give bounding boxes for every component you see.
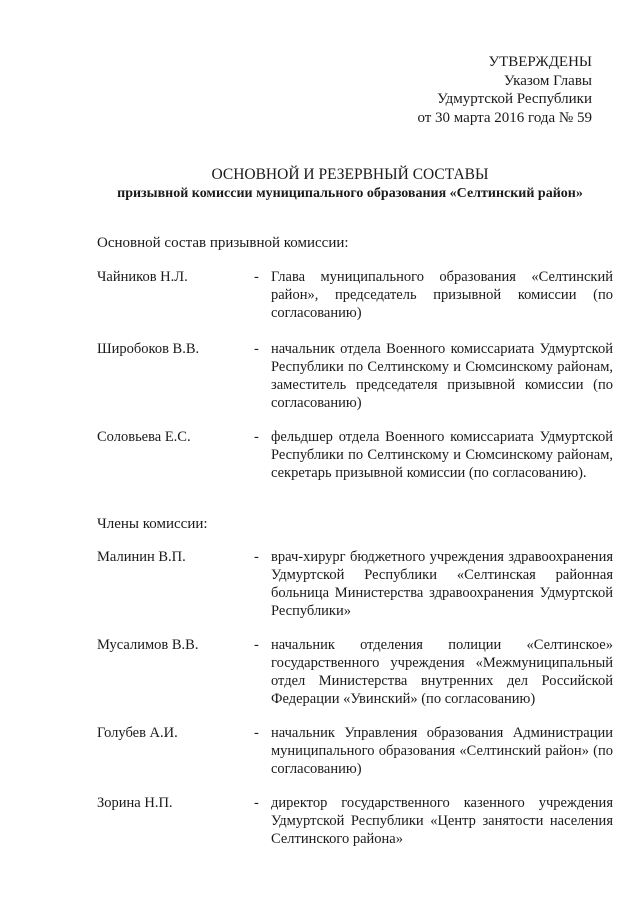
members-heading: Члены комиссии: <box>97 516 208 532</box>
member-role: директор государственного казенного учреждения Удмуртской Республики «Центр занятости населения Селтинского района» <box>271 795 613 847</box>
member-role: врач-хирург бюджетного учреждения здравоохранения Удмуртской Республики «Селтинская районная больница Министерства здравоохранения Удмуртской Республики» <box>271 549 613 619</box>
member-role: начальник отдела Военного комиссариата Удмуртской Республики по Селтинскому и Сюмсинскому районам, заместитель председателя призывной комиссии (по согласованию) <box>271 341 613 411</box>
member-dash: - <box>254 795 259 811</box>
member-name: Мусалимов В.В. <box>97 637 199 653</box>
approval-line-date: от 30 марта 2016 года № 59 <box>417 109 592 126</box>
member-dash: - <box>254 637 259 653</box>
approval-line-republic: Удмуртской Республики <box>437 91 592 107</box>
member-dash: - <box>254 429 259 445</box>
member-name: Чайников Н.Л. <box>97 269 188 285</box>
member-role: начальник Управления образования Администрации муниципального образования «Селтинский район» (по согласованию) <box>271 725 613 777</box>
approval-line-approved: УТВЕРЖДЕНЫ <box>488 54 592 70</box>
member-name: Соловьева Е.С. <box>97 429 191 445</box>
member-name: Широбоков В.В. <box>97 341 200 357</box>
member-dash: - <box>254 341 259 357</box>
member-role: Глава муниципального образования «Селтинский район», председатель призывной комиссии (по согласованию) <box>271 269 613 321</box>
member-role: начальник отделения полиции «Селтинское» государственного учреждения «Межмуниципальный отдел Министерства внутренних дел Российской Федерации «Увинский» (по согласованию) <box>271 637 613 707</box>
member-dash: - <box>254 725 259 741</box>
approval-line-decree: Указом Главы <box>503 72 592 89</box>
member-role: фельдшер отдела Военного комиссариата Удмуртской Республики по Селтинскому и Сюмсинскому районам, секретарь призывной комиссии (по согласованию). <box>271 429 613 481</box>
member-name: Голубев А.И. <box>97 725 178 741</box>
member-name: Малинин В.П. <box>97 549 186 565</box>
approval-stamp <box>300 53 592 127</box>
document-title: ОСНОВНОЙ И РЕЗЕРВНЫЙ СОСТАВЫ <box>211 166 489 183</box>
member-name: Зорина Н.П. <box>97 795 173 811</box>
member-dash: - <box>254 269 259 285</box>
member-dash: - <box>254 549 259 565</box>
main-composition-heading: Основной состав призывной комиссии: <box>97 235 349 251</box>
document-subtitle: призывной комиссии муниципального образования «Селтинский район» <box>117 186 583 201</box>
